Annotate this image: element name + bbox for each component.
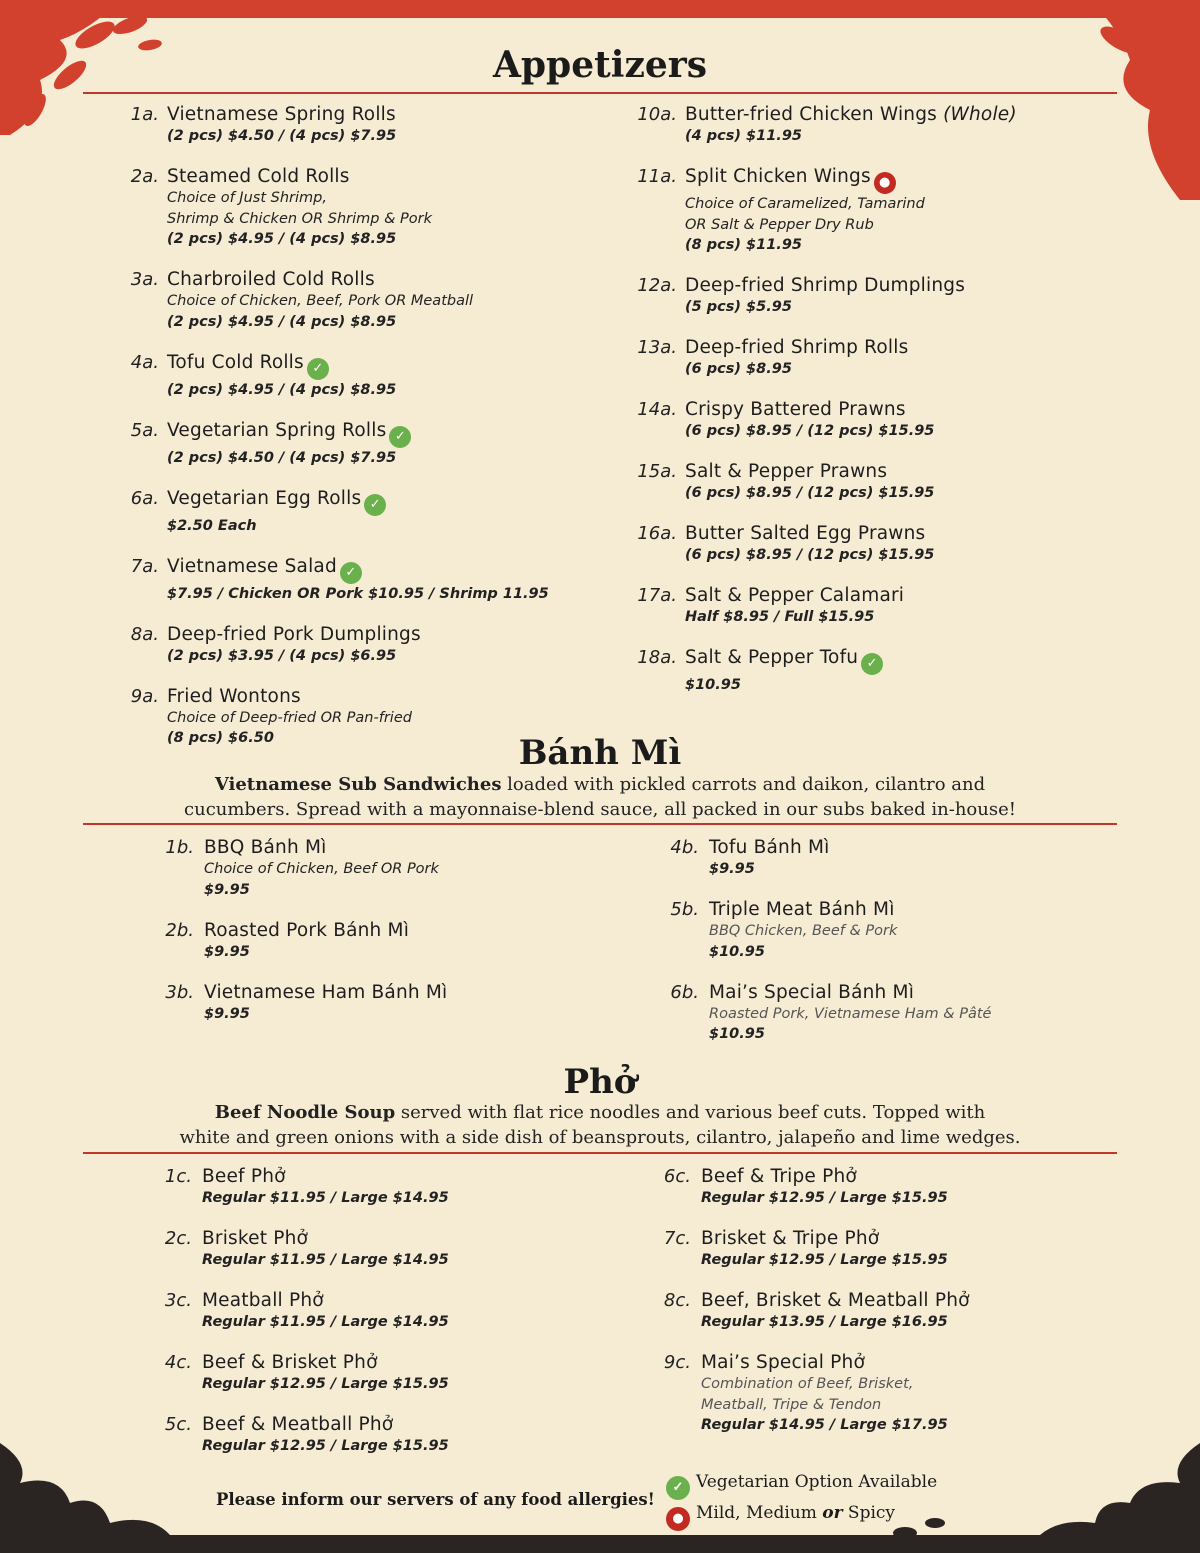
item-name (685, 275, 1017, 297)
item-price: (6 pcs) $8.95 / (12 pcs) $15.95 (685, 423, 935, 439)
item-name-note: (Whole) (943, 104, 1017, 125)
item-price: Regular $11.95 / Large $14.95 (202, 1190, 449, 1206)
item-price: $2.50 Each (167, 517, 257, 534)
banh-mi-description (0, 773, 1200, 822)
item-price: Regular $13.95 / Large $16.95 (701, 1314, 948, 1330)
menu-item (670, 981, 992, 1045)
item-name (167, 104, 549, 126)
item-price: (6 pcs) $8.95 / (12 pcs) $15.95 (685, 547, 935, 563)
menu-item (165, 837, 447, 900)
item-name-text: Salt & Pepper Calamari (685, 585, 905, 606)
item-number: 5b. (670, 899, 699, 920)
section-title-pho: Phở (563, 1062, 637, 1102)
menu-item (663, 1228, 970, 1271)
menu-item (130, 487, 549, 537)
item-name (701, 1290, 970, 1312)
item-price: (2 pcs) $4.50 / (4 pcs) $7.95 (167, 449, 397, 466)
menu-item (165, 981, 448, 1025)
item-name-text: Fried Wontons (167, 685, 301, 707)
menu-item (165, 919, 447, 963)
item-number: 5c. (164, 1414, 192, 1435)
item-name (202, 1352, 449, 1374)
menu-item (130, 104, 549, 147)
banh-mi-description-line2: cucumbers. Spread with a mayonnaise-blend sauce, all packed in our subs baked in-house! (184, 798, 1016, 820)
item-number: 6a. (130, 487, 159, 509)
item-name (202, 1228, 449, 1250)
item-description: Choice of Chicken, Beef OR Pork (204, 861, 439, 877)
item-number: 1b. (165, 837, 194, 858)
item-price: $9.95 (204, 943, 250, 960)
item-description: BBQ Chicken, Beef & Pork (709, 923, 898, 939)
item-name (701, 1166, 970, 1188)
item-name-text: Salt & Pepper Prawns (685, 461, 888, 482)
item-name (202, 1166, 449, 1188)
item-name (709, 982, 991, 1004)
item-name-text: Butter Salted Egg Prawns (685, 523, 926, 544)
menu-item (637, 399, 1017, 442)
pho-description-bold: Beef Noodle Soup (214, 1102, 396, 1123)
item-price: (4 pcs) $11.95 (685, 128, 802, 144)
item-price: $10.95 (709, 943, 765, 960)
item-name-text: Roasted Pork Bánh Mì (204, 919, 410, 941)
item-name (204, 837, 447, 859)
item-price: Regular $12.95 / Large $15.95 (202, 1438, 449, 1454)
item-name-text: Beef, Brisket & Meatball Phở (701, 1290, 970, 1311)
item-number: 2c. (164, 1228, 192, 1249)
item-price: Regular $11.95 / Large $14.95 (202, 1314, 449, 1330)
item-description: Choice of Deep-fried OR Pan-fried (167, 709, 412, 726)
item-price: (2 pcs) $4.95 / (4 pcs) $8.95 (167, 313, 397, 330)
menu-item (637, 275, 1017, 318)
item-number: 15a. (637, 461, 677, 482)
item-name (685, 399, 1017, 421)
item-name-text: Tofu Cold Rolls (167, 351, 304, 373)
menu-item (130, 555, 549, 605)
item-name (709, 837, 991, 859)
section-divider (83, 1152, 1117, 1154)
section-divider (83, 823, 1117, 825)
item-name (701, 1228, 970, 1250)
vegetarian-leaf-icon: ✓ (861, 653, 883, 675)
chili-pepper-icon: ● (874, 172, 896, 194)
legend-vegetarian-label: Vegetarian Option Available (696, 1472, 938, 1492)
item-name-text: Beef & Brisket Phở (202, 1352, 378, 1373)
item-name (167, 166, 549, 188)
item-price: Regular $12.95 / Large $15.95 (701, 1252, 948, 1268)
pho-description (0, 1101, 1200, 1150)
allergy-notice: Please inform our servers of any food allergies! (216, 1490, 655, 1509)
item-price: (2 pcs) $4.95 / (4 pcs) $8.95 (167, 381, 397, 398)
vegetarian-leaf-icon: ✓ (307, 358, 329, 380)
item-name-text: Steamed Cold Rolls (167, 166, 350, 187)
item-name-text: Triple Meat Bánh Mì (709, 899, 895, 920)
item-number: 9a. (130, 685, 159, 707)
item-name-text: Brisket Phở (202, 1228, 309, 1249)
vegetarian-leaf-icon: ✓ (666, 1476, 690, 1500)
appetizers-left-column (130, 104, 549, 768)
item-name-text: Salt & Pepper Tofu (685, 647, 859, 668)
menu-item (130, 269, 549, 332)
banh-mi-description-bold: Vietnamese Sub Sandwiches (214, 774, 502, 795)
menu-item (637, 166, 1017, 256)
item-price: $10.95 (709, 1026, 765, 1042)
item-number: 6c. (663, 1166, 691, 1187)
item-price: Regular $12.95 / Large $15.95 (202, 1376, 449, 1392)
menu-item (164, 1228, 449, 1271)
legend-spicy-label-b: Spicy (842, 1503, 896, 1523)
appetizers-right-column (637, 104, 1017, 715)
menu-item (164, 1352, 449, 1395)
menu-item (663, 1166, 970, 1209)
item-name (167, 686, 549, 708)
menu-item (164, 1290, 449, 1333)
item-price: (2 pcs) $4.50 / (4 pcs) $7.95 (167, 128, 397, 144)
menu-item (670, 837, 991, 880)
item-name-text: Deep-fried Shrimp Dumplings (685, 275, 966, 296)
section-title-banh-mi: Bánh Mì (518, 733, 682, 773)
item-name-text: Split Chicken Wings (685, 166, 871, 187)
item-number: 6b. (670, 981, 699, 1003)
item-name (167, 420, 549, 448)
vegetarian-leaf-icon: ✓ (389, 426, 411, 448)
item-name-text: Vegetarian Spring Rolls (167, 419, 387, 441)
item-price: $7.95 / Chicken OR Pork $10.95 / Shrimp 11.95 (167, 585, 549, 602)
item-description: OR Salt & Pepper Dry Rub (685, 216, 874, 233)
menu-item (164, 1414, 449, 1457)
item-name (204, 982, 447, 1004)
legend-vegetarian (666, 1472, 937, 1500)
item-price: Regular $14.95 / Large $17.95 (701, 1417, 948, 1433)
item-number: 14a. (637, 399, 677, 420)
menu-item (130, 419, 549, 469)
item-name (202, 1414, 449, 1436)
item-name (685, 647, 1017, 675)
item-number: 2b. (165, 919, 194, 941)
menu-item (670, 899, 991, 962)
item-name-text: Brisket & Tripe Phở (701, 1228, 880, 1249)
vegetarian-leaf-icon: ✓ (340, 562, 362, 584)
menu-item (663, 1290, 970, 1333)
item-name (167, 556, 549, 584)
item-number: 13a. (637, 337, 677, 358)
section-title-appetizers: Appetizers (492, 44, 708, 86)
banh-mi-description-text: loaded with pickled carrots and daikon, cilantro and (501, 774, 986, 795)
item-name (204, 920, 447, 942)
item-number: 3c. (164, 1290, 192, 1311)
item-name (685, 523, 1017, 545)
item-name-text: BBQ Bánh Mì (204, 837, 327, 858)
item-description: Shrimp & Chicken OR Shrimp & Pork (167, 210, 432, 227)
item-name (202, 1290, 449, 1312)
item-price: (8 pcs) $11.95 (685, 237, 802, 253)
menu-item (130, 351, 549, 401)
item-price: (8 pcs) $6.50 (167, 730, 274, 746)
item-description: Roasted Pork, Vietnamese Ham & Pâté (709, 1005, 992, 1022)
menu-item (637, 647, 1017, 696)
item-number: 1c. (164, 1166, 192, 1187)
item-name (685, 585, 1017, 607)
item-number: 11a. (637, 166, 677, 187)
item-name-text: Deep-fried Shrimp Rolls (685, 337, 909, 358)
item-price: (2 pcs) $4.95 / (4 pcs) $8.95 (167, 231, 397, 247)
item-description: Combination of Beef, Brisket, (701, 1376, 914, 1392)
item-name-text: Tofu Bánh Mì (709, 837, 830, 858)
item-name-text: Mai’s Special Bánh Mì (709, 981, 915, 1003)
item-price: (6 pcs) $8.95 (685, 361, 792, 377)
menu-item (637, 337, 1017, 380)
item-number: 4b. (670, 837, 699, 858)
chili-pepper-icon: ● (666, 1507, 690, 1531)
item-name-text: Vegetarian Egg Rolls (167, 487, 362, 509)
item-name-text: Beef & Tripe Phở (701, 1166, 857, 1187)
item-name (685, 104, 1017, 126)
legend-spicy-label-a: Mild, Medium (696, 1503, 823, 1523)
item-price: $9.95 (204, 881, 250, 898)
menu-item (637, 461, 1017, 504)
item-name-text: Charbroiled Cold Rolls (167, 269, 375, 290)
item-price: (6 pcs) $8.95 / (12 pcs) $15.95 (685, 485, 935, 501)
item-name (167, 624, 549, 646)
pho-right-column (663, 1166, 970, 1455)
item-number: 18a. (637, 647, 677, 668)
item-number: 12a. (637, 275, 677, 296)
item-number: 3b. (165, 981, 194, 1003)
item-description: Choice of Just Shrimp, (167, 190, 327, 206)
menu-item (164, 1166, 449, 1209)
item-description: Choice of Caramelized, Tamarind (685, 196, 925, 212)
menu-item (637, 104, 1017, 147)
item-name-text: Meatball Phở (202, 1290, 324, 1311)
top-banner (0, 0, 1200, 18)
item-number: 5a. (130, 419, 159, 441)
item-description: Choice of Chicken, Beef, Pork OR Meatball (167, 293, 474, 309)
item-number: 7c. (663, 1228, 691, 1249)
item-name (685, 461, 1017, 483)
item-number: 9c. (663, 1352, 691, 1373)
item-name-text: Beef & Meatball Phở (202, 1414, 394, 1435)
menu-item (637, 585, 1017, 628)
item-price: $9.95 (709, 861, 755, 877)
item-name (167, 352, 549, 380)
item-number: 4a. (130, 351, 159, 373)
item-price: $9.95 (204, 1005, 250, 1022)
item-number: 4c. (164, 1352, 192, 1373)
leaves-top-right-decoration (1060, 0, 1200, 210)
banh-mi-right-column (670, 837, 992, 1064)
item-price: (5 pcs) $5.95 (685, 299, 792, 315)
item-price: (2 pcs) $3.95 / (4 pcs) $6.95 (167, 647, 397, 664)
menu-item (637, 523, 1017, 566)
item-name (167, 269, 549, 291)
item-name-text: Vietnamese Spring Rolls (167, 104, 396, 125)
item-number: 10a. (637, 104, 677, 125)
item-number: 1a. (130, 104, 159, 125)
item-price: Regular $12.95 / Large $15.95 (701, 1190, 948, 1206)
pho-description-line2: white and green onions with a side dish of beansprouts, cilantro, jalapeño and lime wedges. (179, 1126, 1021, 1148)
menu-item (663, 1352, 970, 1436)
item-name (709, 899, 991, 921)
item-name-text: Butter-fried Chicken Wings (685, 104, 937, 125)
item-price: Half $8.95 / Full $15.95 (685, 609, 875, 625)
item-description: Meatball, Tripe & Tendon (701, 1396, 882, 1413)
item-number: 17a. (637, 585, 677, 606)
item-name-text: Deep-fried Pork Dumplings (167, 623, 421, 645)
legend-spicy (666, 1503, 895, 1531)
item-number: 3a. (130, 269, 159, 290)
item-name-text: Crispy Battered Prawns (685, 399, 906, 420)
item-number: 8a. (130, 623, 159, 645)
menu-item (130, 623, 549, 667)
item-number: 8c. (663, 1290, 691, 1311)
item-number: 7a. (130, 555, 159, 577)
item-number: 16a. (637, 523, 677, 544)
item-name (685, 337, 1017, 359)
item-name-text: Vietnamese Ham Bánh Mì (204, 981, 448, 1003)
item-price: Regular $11.95 / Large $14.95 (202, 1252, 449, 1268)
item-name-text: Beef Phở (202, 1166, 286, 1187)
vegetarian-leaf-icon: ✓ (364, 494, 386, 516)
item-name (701, 1352, 970, 1374)
item-number: 2a. (130, 166, 159, 187)
legend-spicy-or: or (822, 1503, 843, 1523)
pho-description-text: served with flat rice noodles and various beef cuts. Topped with (395, 1102, 986, 1123)
item-name-text: Vietnamese Salad (167, 555, 337, 577)
section-divider (83, 92, 1117, 94)
item-name (167, 488, 549, 516)
pho-left-column (164, 1166, 449, 1476)
item-name (685, 166, 1017, 194)
item-price: $10.95 (685, 677, 741, 693)
banh-mi-left-column (165, 837, 448, 1044)
menu-item (130, 166, 549, 250)
item-name-text: Mai’s Special Phở (701, 1352, 865, 1373)
